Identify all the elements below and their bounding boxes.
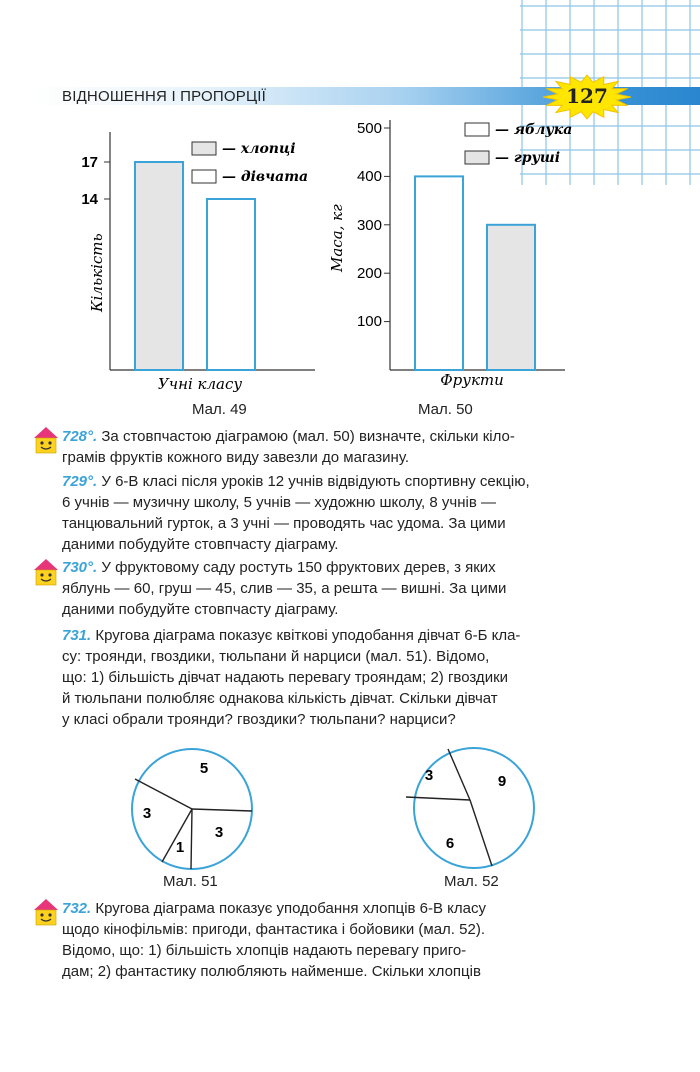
- legend-swatch-boys: [192, 142, 216, 155]
- home-task-house-icon: [33, 426, 59, 454]
- y-axis-label: Кількість: [88, 233, 106, 312]
- pie-slice-label: 3: [424, 767, 434, 784]
- problem-732: [62, 898, 610, 982]
- legend-label-girls: — дівчата: [222, 169, 309, 185]
- bar-chart-mal-50: [320, 112, 620, 402]
- problem-text-line: Кругова діаграма показує уподобання хлопців 6-В класу: [95, 900, 487, 917]
- problem-text-line: Відомо, що: 1) більшість хлопців надають перевагу приго-: [62, 942, 467, 959]
- bar-chart-mal-49: [60, 112, 340, 402]
- problem-728: [62, 426, 610, 468]
- problem-number: 728°.: [62, 428, 98, 445]
- y-tick-label: 500: [356, 120, 382, 137]
- problem-text-line: су: троянди, гвоздики, тюльпани й нарциси (мал. 51). Відомо,: [62, 648, 490, 665]
- pie-chart-mal-51: [118, 745, 278, 875]
- problem-text-line: У 6-В класі після уроків 12 учнів відвідують спортивну секцію,: [101, 473, 530, 490]
- y-tick-label: 100: [356, 313, 382, 330]
- y-tick-label: 14: [81, 191, 98, 208]
- pie-slice-label: 5: [199, 760, 209, 777]
- problem-text-line: даними побудуйте стовпчасту діаграму.: [62, 536, 339, 553]
- bar-boys: [135, 162, 183, 370]
- problem-730: [62, 557, 610, 620]
- figure-caption-52: Мал. 52: [444, 873, 499, 890]
- figure-caption-50: Мал. 50: [418, 401, 473, 418]
- figure-caption-49: Мал. 49: [192, 401, 247, 418]
- problem-number: 729°.: [62, 473, 98, 490]
- problem-text-line: у класі обрали троянди? гвоздики? тюльпани? нарциси?: [62, 711, 456, 728]
- section-title: ВІДНОШЕННЯ І ПРОПОРЦІЇ: [62, 88, 266, 105]
- y-tick-label: 300: [356, 217, 382, 234]
- problem-text-line: даними побудуйте стовпчасту діаграму.: [62, 601, 339, 618]
- problem-number: 731.: [62, 627, 92, 644]
- problem-text-line: У фруктовому саду ростуть 150 фруктових дерев, з яких: [101, 559, 496, 576]
- problem-text-line: що: 1) більшість дівчат надають перевагу трояндам; 2) гвоздики: [62, 669, 509, 686]
- legend-label-boys: — хлопці: [222, 141, 296, 157]
- pie-slice-label: 9: [497, 773, 507, 790]
- bar-pears: [487, 225, 535, 370]
- y-tick-label: 17: [81, 154, 98, 171]
- pie-slice-divider: [191, 809, 192, 869]
- problem-text-line: Кругова діаграма показує квіткові уподобання дівчат 6-Б кла-: [95, 627, 521, 644]
- problem-text-line: яблунь — 60, груш — 45, слив — 35, а решта — вишні. За цими: [62, 580, 507, 597]
- pie-slice-label: 3: [214, 824, 224, 841]
- problem-729: [62, 471, 610, 555]
- figure-caption-51: Мал. 51: [163, 873, 218, 890]
- home-task-house-icon: [33, 558, 59, 586]
- pie-outline: [414, 748, 534, 868]
- legend-swatch-apples: [465, 123, 489, 136]
- problem-text-line: щодо кінофільмів: пригоди, фантастика і бойовики (мал. 52).: [62, 921, 485, 938]
- legend-label-pears: — груші: [495, 150, 561, 166]
- problem-731: [62, 625, 610, 730]
- pie-slice-label: 3: [142, 805, 152, 822]
- legend-swatch-pears: [465, 151, 489, 164]
- problem-text-line: танцювальний гурток, а 3 учні — проводять час удома. За цими: [62, 515, 506, 532]
- legend-swatch-girls: [192, 170, 216, 183]
- x-axis-label: Фрукти: [440, 371, 504, 389]
- problem-text-line: 6 учнів — музичну школу, 5 учнів — художню школу, 8 учнів —: [62, 494, 496, 511]
- problem-text-line: й тюльпани полюбляє однакова кількість дівчат. Скільки дівчат: [62, 690, 498, 707]
- pie-chart-mal-52: [392, 742, 552, 872]
- pie-slice-label: 6: [445, 835, 455, 852]
- page-number: 127: [566, 84, 608, 108]
- problem-text-line: дам; 2) фантастику полюбляють найменше. Скільки хлопців: [62, 963, 481, 980]
- bar-girls: [207, 199, 255, 370]
- problem-number: 732.: [62, 900, 92, 917]
- y-tick-label: 200: [356, 265, 382, 282]
- problem-text-line: За стовпчастою діаграмою (мал. 50) визначте, скільки кіло-: [101, 428, 515, 445]
- pie-slice-label: 1: [175, 839, 185, 856]
- problem-text-line: грамів фруктів кожного виду завезли до магазину.: [62, 449, 409, 466]
- bar-apples: [415, 176, 463, 370]
- legend-label-apples: — яблука: [495, 122, 573, 138]
- x-axis-label: Учні класу: [157, 375, 243, 393]
- y-tick-label: 400: [356, 168, 382, 185]
- y-axis-label: Маса, кг: [328, 204, 346, 272]
- home-task-house-icon: [33, 898, 59, 926]
- problem-number: 730°.: [62, 559, 98, 576]
